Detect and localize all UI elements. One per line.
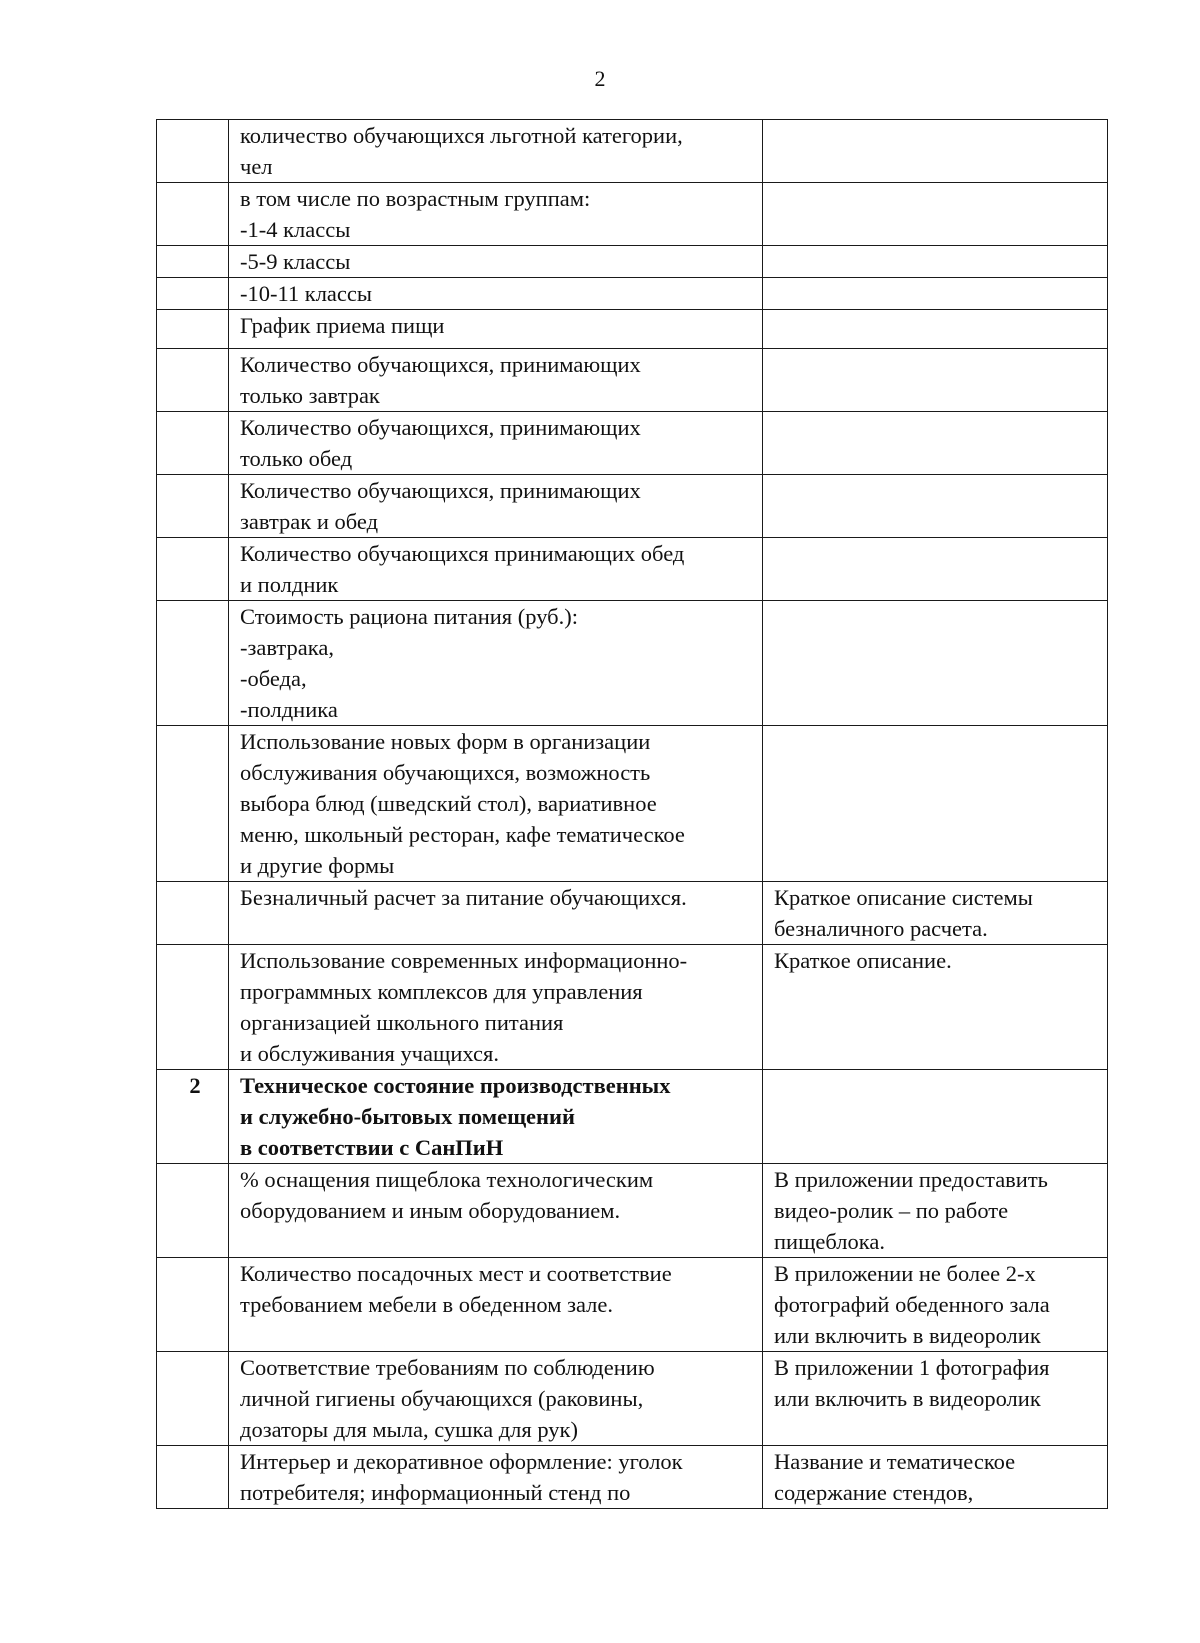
row-note [763, 601, 1108, 726]
row-description: График приема пищи [229, 310, 763, 349]
criteria-table [156, 119, 1108, 1509]
row-note: В приложении предоставить видео-ролик – по работе пищеблока. [763, 1164, 1108, 1258]
row-description: -5-9 классы [229, 246, 763, 278]
table-row [157, 538, 1108, 601]
table-row [157, 945, 1108, 1070]
table-row [157, 475, 1108, 538]
row-note [763, 310, 1108, 349]
table-row [157, 120, 1108, 183]
row-number [157, 1164, 229, 1258]
row-note [763, 183, 1108, 246]
row-number [157, 538, 229, 601]
row-number [157, 278, 229, 310]
row-description: Использование новых форм в организации обслуживания обучающихся, возможность выбора блюд (шведский стол), вариативное меню, школьный ресторан, кафе тематическое и другие формы [229, 726, 763, 882]
row-number [157, 1446, 229, 1509]
table-row [157, 412, 1108, 475]
table-row [157, 726, 1108, 882]
row-note [763, 278, 1108, 310]
row-note [763, 120, 1108, 183]
row-note: В приложении 1 фотография или включить в видеоролик [763, 1352, 1108, 1446]
table-row [157, 349, 1108, 412]
row-number [157, 183, 229, 246]
table-row [157, 278, 1108, 310]
row-number [157, 1352, 229, 1446]
row-description: % оснащения пищеблока технологическим оборудованием и иным оборудованием. [229, 1164, 763, 1258]
page-number: 2 [594, 66, 606, 91]
row-note: Название и тематическое содержание стендов, [763, 1446, 1108, 1509]
row-description: Количество обучающихся принимающих обед и полдник [229, 538, 763, 601]
row-note [763, 246, 1108, 278]
row-note [763, 349, 1108, 412]
row-number [157, 349, 229, 412]
table-row [157, 246, 1108, 278]
row-description: Количество обучающихся, принимающих только обед [229, 412, 763, 475]
row-note [763, 726, 1108, 882]
table-row [157, 1446, 1108, 1509]
row-note: В приложении не более 2-х фотографий обеденного зала или включить в видеоролик [763, 1258, 1108, 1352]
row-number [157, 726, 229, 882]
row-number [157, 246, 229, 278]
row-description: Интерьер и декоративное оформление: уголок потребителя; информационный стенд по [229, 1446, 763, 1509]
row-number [157, 1258, 229, 1352]
row-description: Количество посадочных мест и соответствие требованием мебели в обеденном зале. [229, 1258, 763, 1352]
table-row [157, 1164, 1108, 1258]
row-number: 2 [157, 1070, 229, 1164]
row-description: Количество обучающихся, принимающих завтрак и обед [229, 475, 763, 538]
row-note: Краткое описание системы безналичного расчета. [763, 882, 1108, 945]
row-description: -10-11 классы [229, 278, 763, 310]
row-number [157, 120, 229, 183]
row-description: Безналичный расчет за питание обучающихся. [229, 882, 763, 945]
row-description: количество обучающихся льготной категории, чел [229, 120, 763, 183]
row-note [763, 1070, 1108, 1164]
table-row [157, 601, 1108, 726]
row-description: Количество обучающихся, принимающих только завтрак [229, 349, 763, 412]
row-description: Использование современных информационно- программных комплексов для управления организацией школьного питания и обслуживания учащихся. [229, 945, 763, 1070]
table-row [157, 1258, 1108, 1352]
row-note [763, 475, 1108, 538]
row-number [157, 945, 229, 1070]
table-row [157, 183, 1108, 246]
row-description: Соответствие требованиям по соблюдению личной гигиены обучающихся (раковины, дозаторы для мыла, сушка для рук) [229, 1352, 763, 1446]
table-row [157, 882, 1108, 945]
row-description: в том числе по возрастным группам: -1-4 классы [229, 183, 763, 246]
row-number [157, 412, 229, 475]
row-number [157, 601, 229, 726]
row-note [763, 412, 1108, 475]
row-description: Техническое состояние производственных и служебно-бытовых помещений в соответствии с СанПиН [229, 1070, 763, 1164]
row-note: Краткое описание. [763, 945, 1108, 1070]
row-number [157, 310, 229, 349]
table-row [157, 310, 1108, 349]
table-row [157, 1070, 1108, 1164]
table-row [157, 1352, 1108, 1446]
criteria-table-body [157, 120, 1108, 1509]
row-note [763, 538, 1108, 601]
row-number [157, 882, 229, 945]
row-number [157, 475, 229, 538]
row-description: Стоимость рациона питания (руб.): -завтрака, -обеда, -полдника [229, 601, 763, 726]
